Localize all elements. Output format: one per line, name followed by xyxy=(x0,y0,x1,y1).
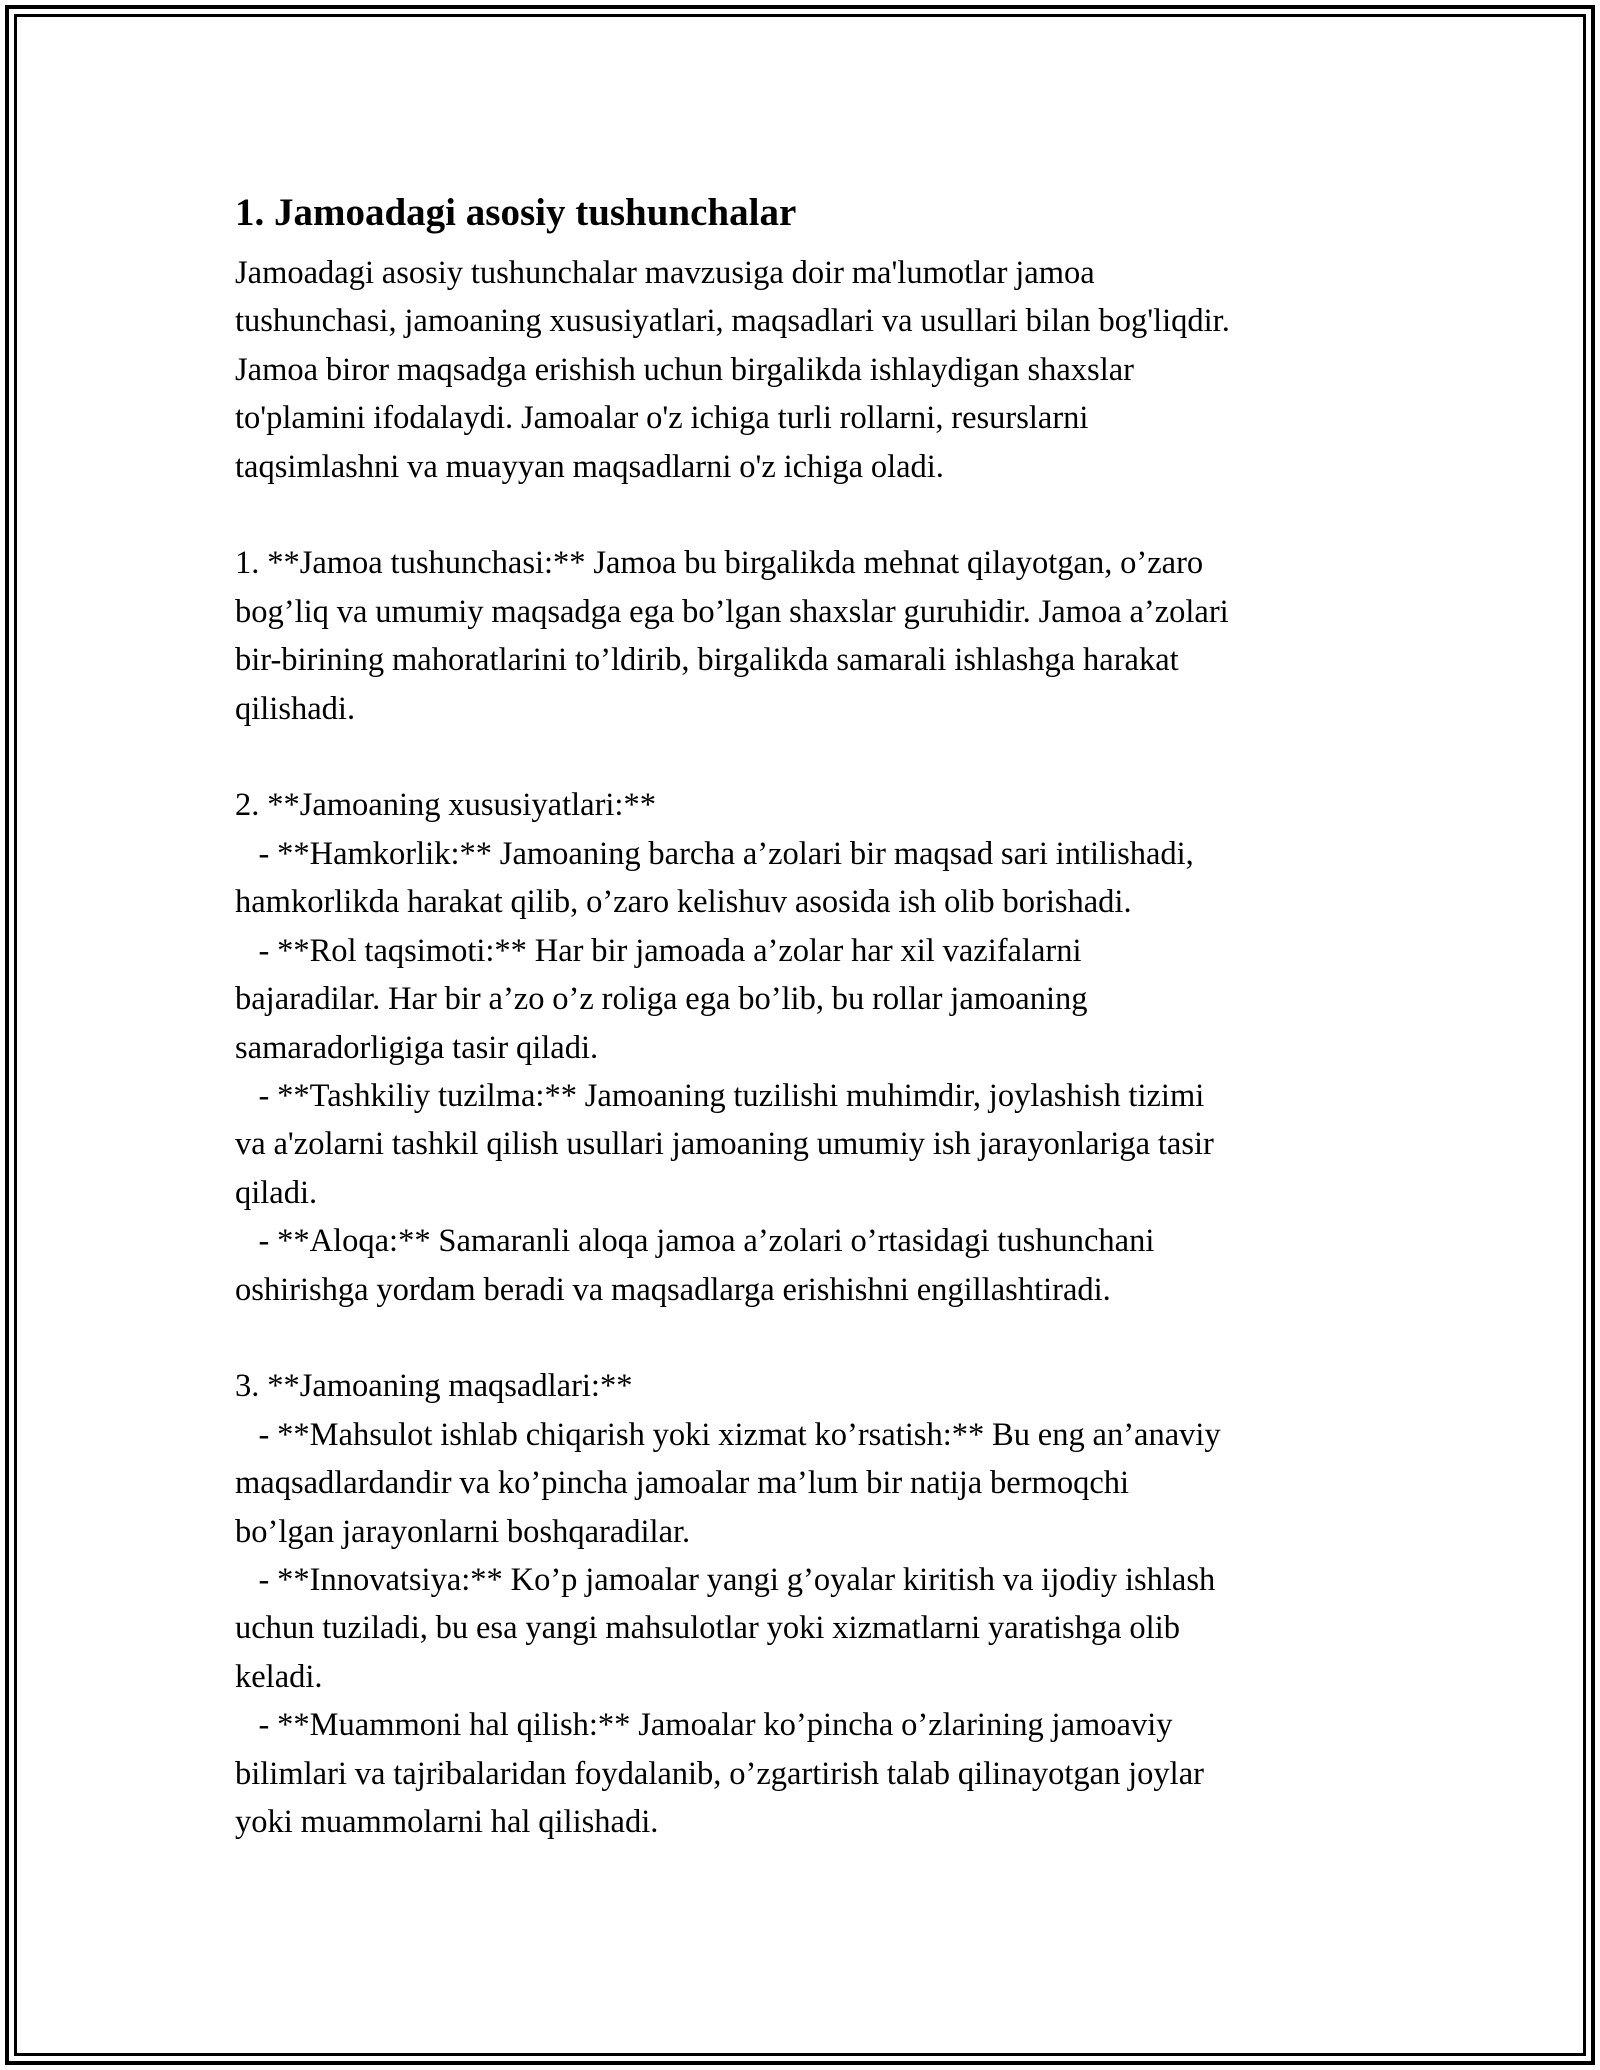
body-text: Jamoadagi asosiy tushunchalar mavzusiga doir ma'lumotlar jamoa tushunchasi, jamoaning xususiyatlari, maqsadlari va usullari bilan bog'liqdir. Jamoa biror maqsadga erishish uchun birgalikda ishlaydigan shaxslar to'plamini ifodalaydi. Jamoalar o'z ichiga turli rollarni, resurslarni taqsimlashni va muayyan maqsadlarni o'z ichiga oladi. 1. **Jamoa tushunchasi:** Jamoa bu birgalikda mehnat qilayotgan, o’zaro bog’liq va umumiy maqsadga ega bo’lgan shaxslar guruhidir. Jamoa a’zolari bir-birining mahoratlarini to’ldirib, birgalikda samarali ishlashga harakat qilishadi. 2. **Jamoaning xususiyatlari:** - **Hamkorlik:** Jamoaning barcha a’zolari bir maqsad sari intilishadi, hamkorlikda harakat qilib, o’zaro kelishuv asosida ish olib borishadi. - **Rol taqsimoti:** Har bir jamoada a’zolar har xil vazifalarni bajaradilar. Har bir a’zo o’z roliga ega bo’lib, bu rollar jamoaning samaradorligiga tasir qiladi. - **Tashkiliy tuzilma:** Jamoaning tuzilishi muhimdir, joylashish tizimi va a'zolarni tashkil qilish usullari jamoaning umumiy ish jarayonlariga tasir qiladi. - **Aloqa:** Samaranli aloqa jamoa a’zolari o’rtasidagi tushunchani oshirishga yordam beradi va maqsadlarga erishishni engillashtiradi. 3. **Jamoaning maqsadlari:** - **Mahsulot ishlab chiqarish yoki xizmat ko’rsatish:** Bu eng an’anaviy maqsadlardandir va ko’pincha jamoalar ma’lum bir natija bermoqchi bo’lgan jarayonlarni boshqaradilar. - **Innovatsiya:** Ko’p jamoalar yangi g’oyalar kiritish va ijodiy ishlash uchun tuziladi, bu esa yangi mahsulotlar yoki xizmatlarni yaratishga olib keladi. - **Muammoni hal qilish:** Jamoalar ko’pincha o’zlarining jamoaviy bilimlari va tajribalaridan foydalanib, o’zgartirish talab qilinayotgan joylar yoki muammolarni hal qilishadi. xyxy=(235,255,1230,1840)
document-content xyxy=(235,185,1375,1846)
section-heading: 1. Jamoadagi asosiy tushunchalar xyxy=(235,191,797,234)
